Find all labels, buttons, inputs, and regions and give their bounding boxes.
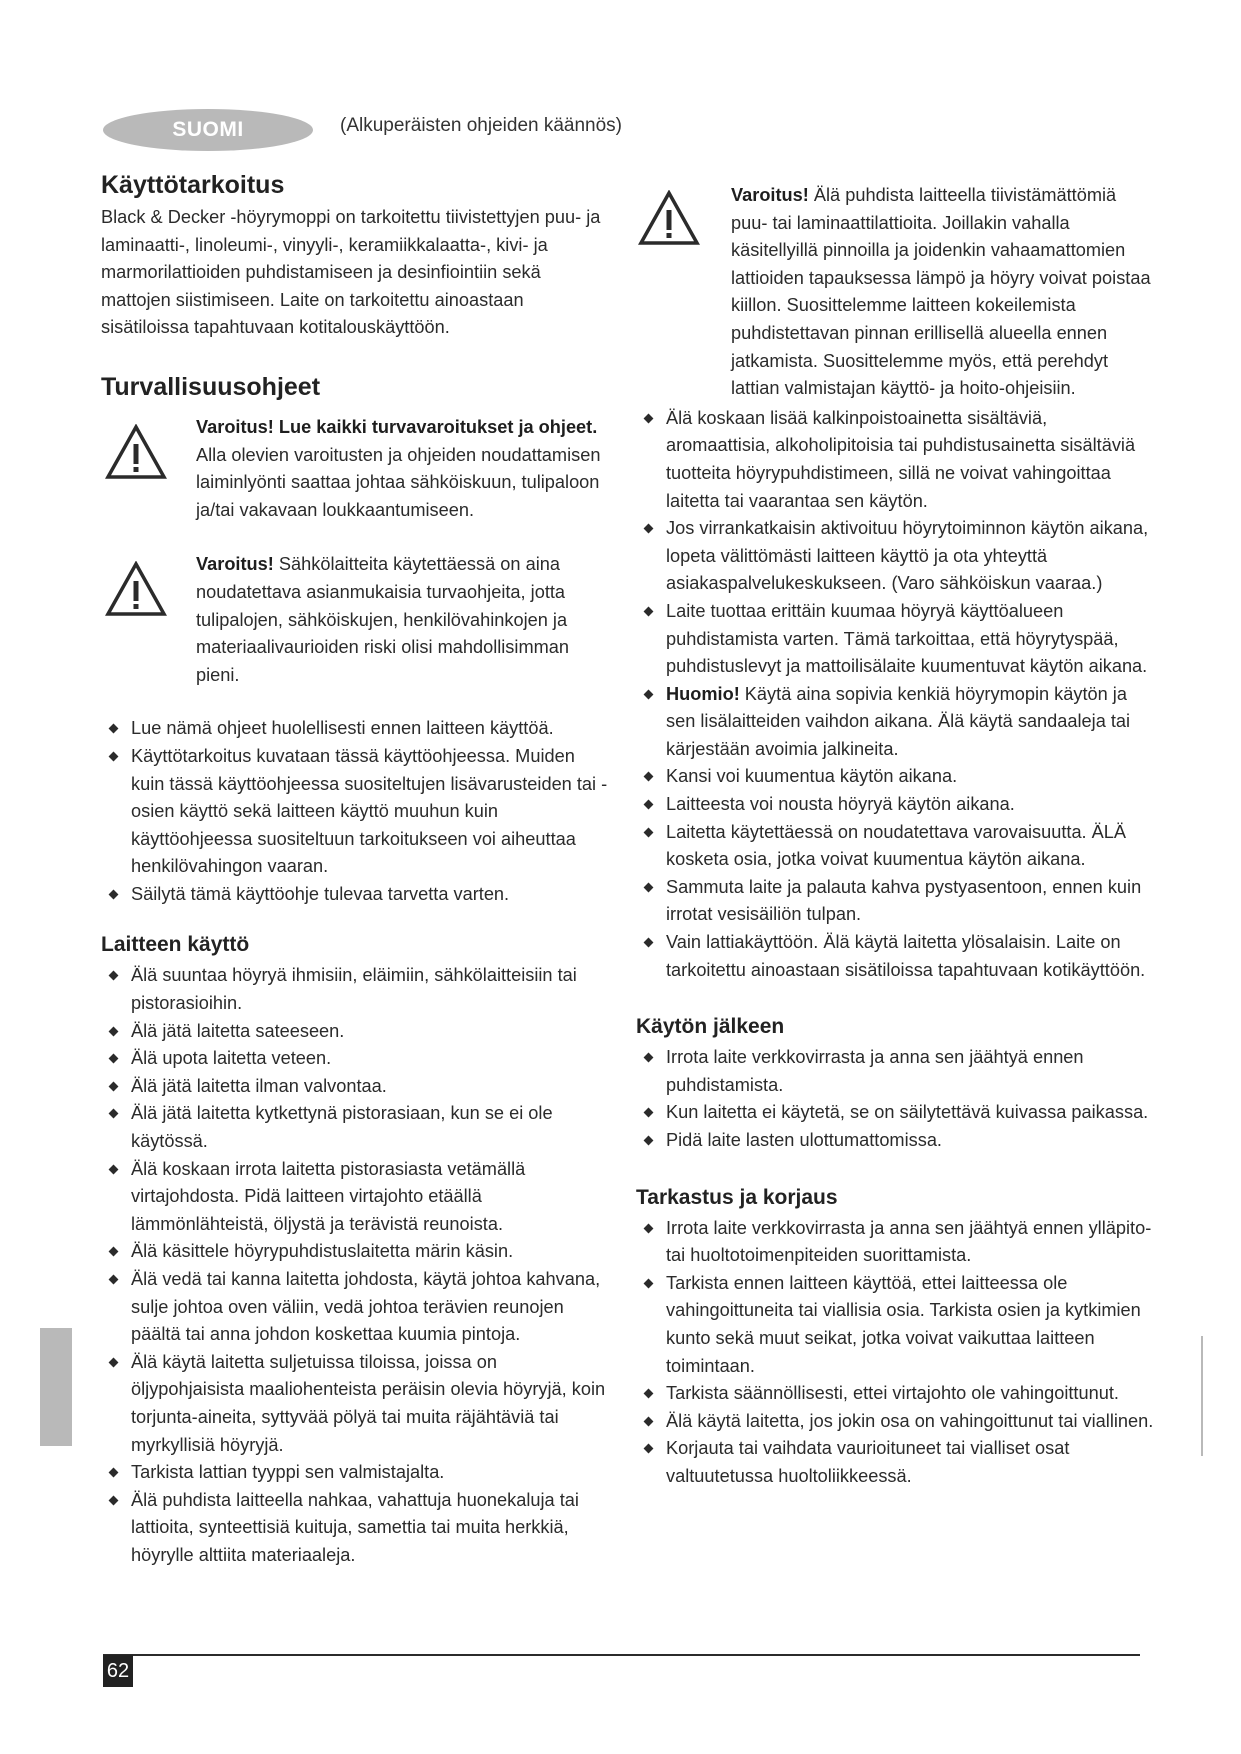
list-item: Laitetta käytettäessä on noudatettava varovaisuutta. ÄLÄ kosketa osia, jotka voivat kuumentua käytön aikana. <box>636 819 1154 874</box>
list-item: Säilytä tämä käyttöohje tulevaa tarvetta varten. <box>101 881 611 909</box>
list-item: Älä käytä laitetta suljetuissa tiloissa, joissa on öljypohjaisista maaliohenteista peräisin olevia höyryjä, koin torjunta-aineita, syttyvää pölyä tai muita räjähtäviä tai myrkyllisiä höyryjä. <box>101 1349 611 1459</box>
device-use-list <box>101 962 611 1569</box>
list-item: Älä koskaan irrota laitetta pistorasiasta vetämällä virtajohdosta. Pidä laitteen virtajohto etäällä lämmönlähteistä, öljystä ja terävistä reunoista. <box>101 1156 611 1239</box>
list-item: Irrota laite verkkovirrasta ja anna sen jäähtyä ennen ylläpito- tai huoltotoimenpiteiden suorittamista. <box>636 1215 1154 1270</box>
intended-use-title: Käyttötarkoitus <box>101 171 285 199</box>
list-item: Älä jätä laitetta sateeseen. <box>101 1018 611 1046</box>
safety-warning-2-text: Sähkölaitteita käytettäessä on aina noudatettava asianmukaisia turvaohjeita, jotta tulipalojen, sähköiskujen, henkilövahinkojen ja materiaalivaurioiden riski olisi mahdollisimman pieni. <box>196 554 569 685</box>
list-item: Tarkista ennen laitteen käyttöä, ettei laitteessa ole vahingoittuneita tai viallisia osia. Tarkista osien ja kytkimien kunto sekä muut seikat, jotka voivat vaikuttaa laitteen toimintaan. <box>636 1270 1154 1380</box>
list-item: Älä suuntaa höyryä ihmisiin, eläimiin, sähkölaitteisiin tai pistorasioihin. <box>101 962 611 1017</box>
list-item: Lue nämä ohjeet huolellisesti ennen laitteen käyttöä. <box>101 715 611 743</box>
list-item: Älä koskaan lisää kalkinpoistoainetta sisältäviä, aromaattisia, alkoholipitoisia tai puhdistusainetta sisältäviä tuotteita höyrypuhdistimeen, sillä ne voivat vahingoittaa laitetta tai vaarantaa sen käytön. <box>636 405 1154 515</box>
list-item: Korjauta tai vaihdata vaurioituneet tai vialliset osat valtuutetussa huoltoliikkeessä. <box>636 1435 1154 1490</box>
inspection-list <box>636 1215 1154 1491</box>
page-number: 62 <box>103 1655 133 1687</box>
right-column <box>636 182 1154 1491</box>
list-item: Älä jätä laitetta kytkettynä pistorasiaan, kun se ei ole käytössä. <box>101 1100 611 1155</box>
list-item: Tarkista säännöllisesti, ettei virtajohto ole vahingoittunut. <box>636 1380 1154 1408</box>
safety-title: Turvallisuusohjeet <box>101 372 321 401</box>
floor-warning <box>636 182 1154 403</box>
side-tab-marker <box>40 1328 72 1446</box>
list-item: Sammuta laite ja palauta kahva pystyasentoon, ennen kuin irrotat vesisäiliön tulpan. <box>636 874 1154 929</box>
device-use-title: Laitteen käyttö <box>101 933 250 957</box>
right-edge-marker <box>1201 1336 1203 1456</box>
floor-warning-bold: Varoitus! <box>731 185 809 205</box>
list-item: Jos virrankatkaisin aktivoituu höyrytoiminnon käytön aikana, lopeta välittömästi laitteen käyttö ja ota yhteyttä asiakaspalvelukeskukseen. (Varo sähköiskun vaaraa.) <box>636 515 1154 598</box>
list-item: Kansi voi kuumentua käytön aikana. <box>636 763 1154 791</box>
list-item: Laite tuottaa erittäin kuumaa höyryä käyttöalueen puhdistamista varten. Tämä tarkoittaa, että höyrytyspää, puhdistuslevyt ja mattoilisälaite kuumentuvat käytön aikana. <box>636 598 1154 681</box>
safety-warning-1-bold: Varoitus! Lue kaikki turvavaroitukset ja ohjeet. <box>196 416 598 437</box>
intended-use-text: Black & Decker -höyrymoppi on tarkoitettu tiivistettyjen puu- ja laminaatti-, linoleumi-, vinyyli-, keramiikkalaatta-, kivi- ja marmorilattioiden puhdistamiseen ja desinfiointiin sekä mattojen siistimiseen. Laite on tarkoitettu ainoastaan sisätiloissa tapahtuvaan kotitalouskäyttöön. <box>101 207 601 338</box>
floor-warning-text: Älä puhdista laitteella tiivistämättömiä puu- tai laminaattilattioita. Joillakin vahalla käsitellyillä pinnoilla ja joidenkin vahaamattomien lattioiden tapauksessa lämpö ja höyry voivat poistaa kiillon. Suosittelemme laitteen kokeilemista puhdistettavan pinnan erillisellä alueella ennen jatkamista. Suosittelemme myös, että perehdyt lattian valmistajan käyttö- ja hoito-ohjeisiin. <box>731 185 1151 399</box>
left-column <box>101 168 611 1570</box>
list-item: Älä vedä tai kanna laitetta johdosta, käytä johtoa kahvana, sulje johtoa oven väliin, vedä johtoa terävien reunojen päältä tai anna johdon koskettaa kuumia pintoja. <box>101 1266 611 1349</box>
list-item: Älä puhdista laitteella nahkaa, vahattuja huonekaluja tai lattioita, synteettisiä kuituja, samettia tai muita herkkiä, höyrylle alttiita materiaaleja. <box>101 1487 611 1570</box>
warning-triangle-icon <box>105 561 167 617</box>
list-item: Tarkista lattian tyyppi sen valmistajalta. <box>101 1459 611 1487</box>
list-item: Irrota laite verkkovirrasta ja anna sen jäähtyä ennen puhdistamista. <box>636 1044 1154 1099</box>
warning-triangle-icon <box>638 190 700 246</box>
safety-warning-1-text: Alla olevien varoitusten ja ohjeiden noudattamisen laiminlyönti saattaa johtaa sähköiskuun, tulipaloon ja/tai vakavaan loukkaantumiseen. <box>196 444 601 520</box>
warning-triangle-icon <box>105 424 167 480</box>
right-safety-list <box>636 405 1154 984</box>
footer-divider <box>103 1654 1140 1656</box>
safety-warning-2-bold: Varoitus! <box>196 554 274 575</box>
translation-note: (Alkuperäisten ohjeiden käännös) <box>340 115 623 136</box>
list-item: Huomio! Käytä aina sopivia kenkiä höyrymopin käytön ja sen lisälaitteiden vaihdon aikana. Älä käytä sandaaleja tai kärjestään avoimia jalkineita. <box>636 681 1154 764</box>
after-use-title: Käytön jälkeen <box>636 1015 785 1039</box>
language-badge: SUOMI <box>103 109 313 151</box>
list-item: Älä käsittele höyrypuhdistuslaitetta märin käsin. <box>101 1238 611 1266</box>
list-item: Laitteesta voi nousta höyryä käytön aikana. <box>636 791 1154 819</box>
list-item: Käyttötarkoitus kuvataan tässä käyttöohjeessa. Muiden kuin tässä käyttöohjeessa suositeltujen lisävarusteiden tai -osien käyttö sekä laitteen käyttö muuhun kuin käyttöohjeessa suositeltuun tarkoitukseen voi aiheuttaa henkilövahingon vaaran. <box>101 743 611 881</box>
safety-list <box>101 715 611 908</box>
after-use-list <box>636 1044 1154 1154</box>
list-item: Kun laitetta ei käytetä, se on säilytettävä kuivassa paikassa. <box>636 1099 1154 1127</box>
list-item: Älä käytä laitetta, jos jokin osa on vahingoittunut tai viallinen. <box>636 1408 1154 1436</box>
safety-warning-2 <box>101 551 611 689</box>
list-item: Vain lattiakäyttöön. Älä käytä laitetta ylösalaisin. Laite on tarkoitettu ainoastaan sisätiloissa tapahtuvaan kotikäyttöön. <box>636 929 1154 984</box>
list-item: Pidä laite lasten ulottumattomissa. <box>636 1127 1154 1155</box>
safety-warning-1 <box>101 414 611 524</box>
list-item: Älä jätä laitetta ilman valvontaa. <box>101 1073 611 1101</box>
list-item: Älä upota laitetta veteen. <box>101 1045 611 1073</box>
inspection-title: Tarkastus ja korjaus <box>636 1185 838 1209</box>
